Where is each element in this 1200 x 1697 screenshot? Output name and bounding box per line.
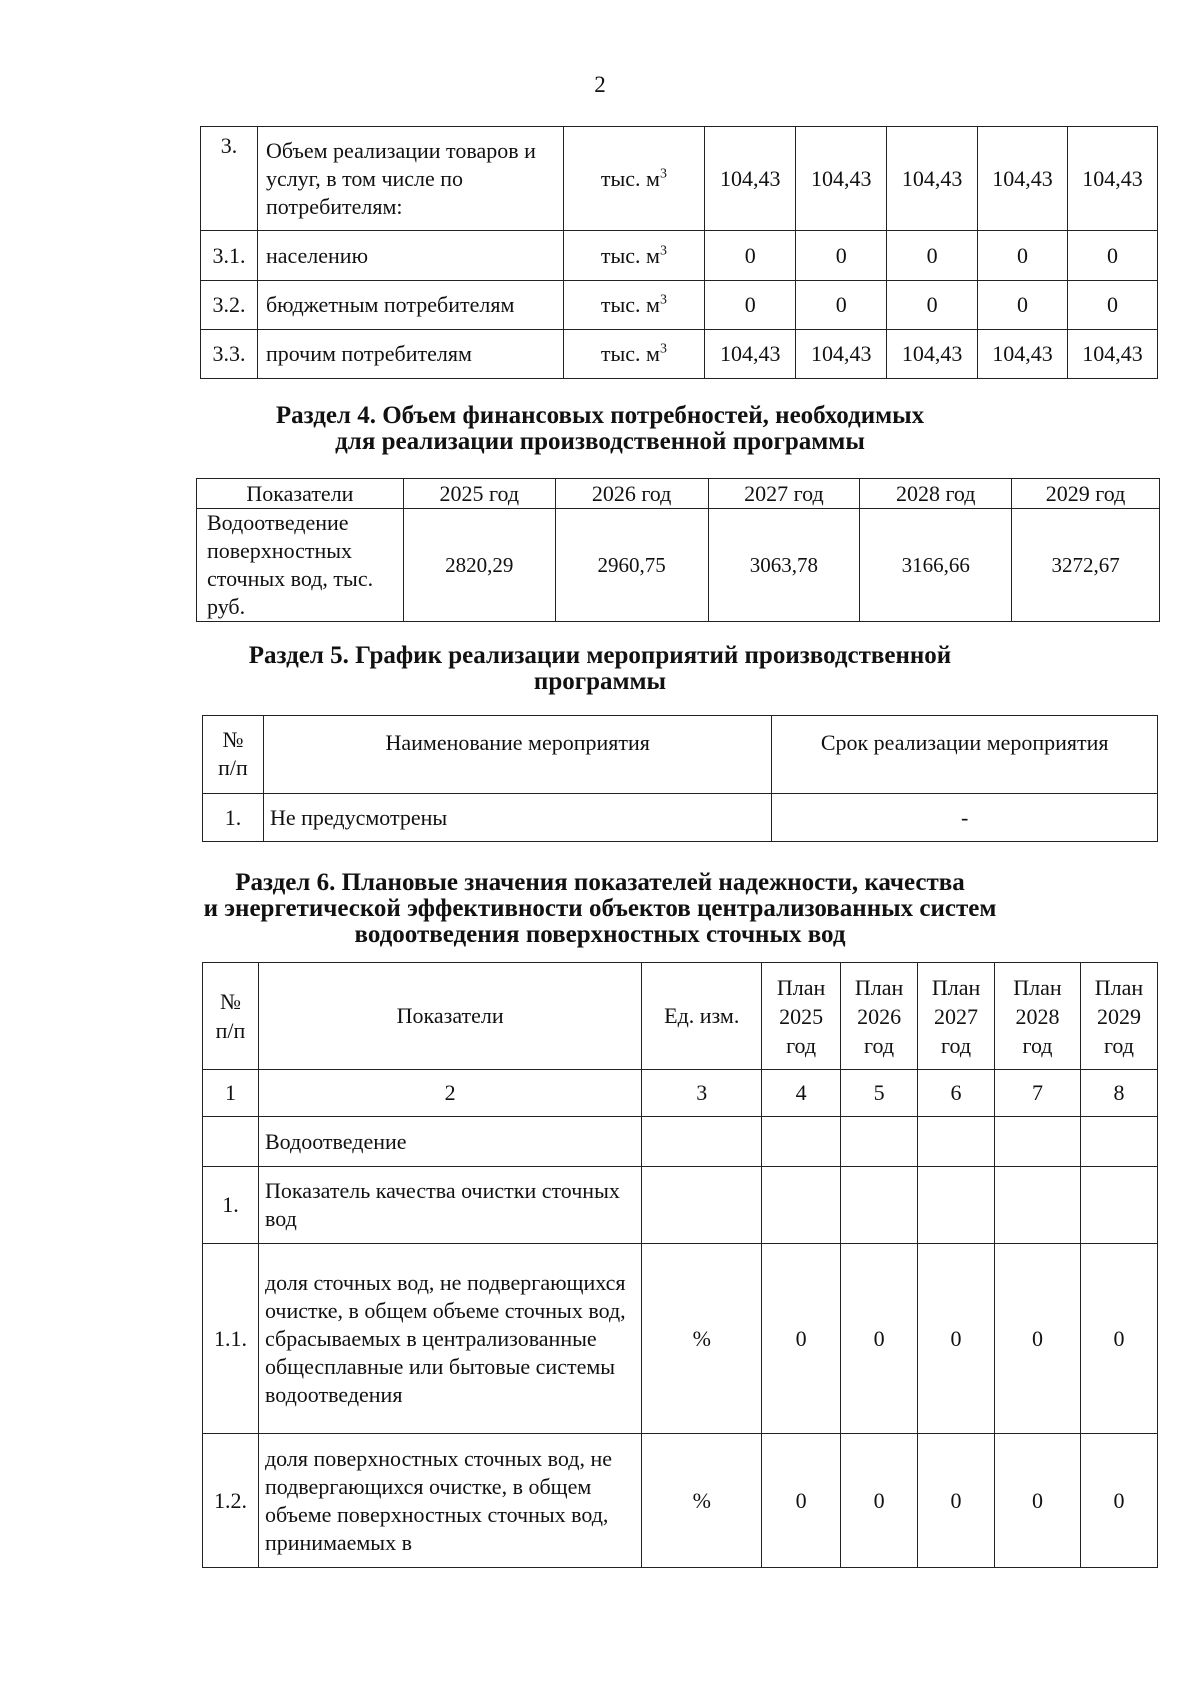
value-cell: 0 [978,281,1068,330]
page-number: 2 [594,72,606,97]
value-cell: 0 [918,1244,995,1434]
value-cell: 0 [841,1434,918,1568]
table-row [201,281,1158,330]
value-cell: 2960,75 [555,509,708,622]
row-number: 1. [203,794,264,842]
unit-cell: тыс. $м^3$ [563,330,705,379]
measures-schedule-table [202,715,1158,842]
row-number: 3. [201,127,258,231]
header-cell: Срок реализации мероприятия [772,716,1158,794]
table-row [203,1167,1158,1244]
table-header-row [203,716,1158,794]
value-cell: 0 [887,281,978,330]
measure-term: - [772,794,1158,842]
value-cell [841,1117,918,1167]
table-row [203,1434,1158,1568]
value-cell: 104,43 [978,127,1068,231]
value-cell: 3272,67 [1012,509,1160,622]
value-cell: 0 [841,1244,918,1434]
indicator-name: прочим потребителям [257,330,563,379]
section4-title-line2: для реализации производственной программы [335,428,865,455]
planned-indicators-table [202,962,1158,1568]
header-cell: План 2027 год [918,963,995,1070]
value-cell: 0 [978,231,1068,281]
value-cell [995,1167,1081,1244]
unit-cell [642,1117,762,1167]
indicator-name: Объем реализации товаров и услуг, в том числе по потребителям: [257,127,563,231]
unit-cell: тыс. $м^3$ [563,127,705,231]
value-cell [918,1117,995,1167]
table-row [201,330,1158,379]
header-cell: 2025 год [403,479,555,509]
value-cell: 0 [918,1434,995,1568]
table-row [203,1244,1158,1434]
value-cell: 104,43 [796,330,887,379]
row-number: 3.1. [201,231,258,281]
sales-volume-table [200,126,1158,379]
column-number: 5 [841,1070,918,1117]
header-cell: 2027 год [708,479,860,509]
value-cell: 104,43 [887,330,978,379]
indicator-name: бюджетным потребителям [257,281,563,330]
value-cell: 0 [705,231,796,281]
row-number: 1.2. [203,1434,259,1568]
section6-title-line3: водоотведения поверхностных сточных вод [354,921,846,948]
value-cell [762,1167,841,1244]
column-number: 8 [1080,1070,1157,1117]
table-header-row [203,963,1158,1070]
value-cell: 0 [1080,1434,1157,1568]
section6-title [0,870,1200,948]
row-number: 1. [203,1167,259,1244]
value-cell: 3063,78 [708,509,860,622]
indicator-name: Водоотведение поверхностных сточных вод, тыс. руб. [197,509,404,622]
table-header-row [197,479,1160,509]
section4-title-line1: Раздел 4. Объем финансовых потребностей, необходимых [275,402,925,429]
header-cell: 2026 год [555,479,708,509]
column-number: 1 [203,1070,259,1117]
table-row [201,127,1158,231]
value-cell: 0 [1080,1244,1157,1434]
header-cell: № п/п [203,716,264,794]
column-number: 3 [642,1070,762,1117]
value-cell: 2820,29 [403,509,555,622]
value-cell: 3166,66 [860,509,1012,622]
column-numbers-row [203,1070,1158,1117]
section5-title [0,643,1200,695]
value-cell [1080,1167,1157,1244]
section5-title-line2: программы [533,668,667,695]
value-cell [918,1167,995,1244]
header-cell: Показатели [258,963,641,1070]
value-cell: 104,43 [1068,127,1158,231]
value-cell: 104,43 [705,127,796,231]
table-row [201,231,1158,281]
header-cell: План 2025 год [762,963,841,1070]
value-cell: 104,43 [705,330,796,379]
indicator-name: Водоотведение [258,1117,641,1167]
row-number: 3.3. [201,330,258,379]
value-cell: 0 [705,281,796,330]
value-cell [762,1117,841,1167]
measure-name: Не предусмотрены [263,794,771,842]
header-cell: Наименование мероприятия [263,716,771,794]
column-number: 7 [995,1070,1081,1117]
section5-title-line1: Раздел 5. График реализации мероприятий производственной [248,642,952,669]
value-cell: 0 [796,281,887,330]
unit-cell: тыс. $м^3$ [563,231,705,281]
header-cell: План 2028 год [995,963,1081,1070]
value-cell: 0 [1068,281,1158,330]
indicator-name: Показатель качества очистки сточных вод [258,1167,641,1244]
section6-title-line1: Раздел 6. Плановые значения показателей надежности, качества [235,869,965,896]
unit-cell: % [642,1434,762,1568]
row-number [203,1117,259,1167]
unit-cell: тыс. $м^3$ [563,281,705,330]
table-row [203,794,1158,842]
value-cell: 104,43 [796,127,887,231]
unit-cell: % [642,1244,762,1434]
value-cell: 0 [1068,231,1158,281]
header-cell: План 2029 год [1080,963,1157,1070]
header-cell: Ед. изм. [642,963,762,1070]
row-number: 3.2. [201,281,258,330]
value-cell [841,1167,918,1244]
column-number: 2 [258,1070,641,1117]
value-cell: 0 [995,1244,1081,1434]
header-cell: № п/п [203,963,259,1070]
financial-needs-table [196,478,1160,622]
value-cell: 0 [762,1244,841,1434]
table-row [197,509,1160,622]
header-cell: 2029 год [1012,479,1160,509]
value-cell [1080,1117,1157,1167]
value-cell: 104,43 [978,330,1068,379]
value-cell: 0 [995,1434,1081,1568]
section4-title [0,403,1200,455]
header-cell: Показатели [197,479,404,509]
indicator-name: доля поверхностных сточных вод, не подвергающихся очистке, в общем объеме поверхностных сточных вод, принимаемых в [258,1434,641,1568]
indicator-name: населению [257,231,563,281]
value-cell [995,1117,1081,1167]
section6-title-line2: и энергетической эффективности объектов централизованных систем [203,895,997,922]
value-cell: 0 [887,231,978,281]
header-cell: 2028 год [860,479,1012,509]
value-cell: 0 [796,231,887,281]
unit-cell [642,1167,762,1244]
column-number: 4 [762,1070,841,1117]
header-cell: План 2026 год [841,963,918,1070]
value-cell: 0 [762,1434,841,1568]
table-row [203,1117,1158,1167]
row-number: 1.1. [203,1244,259,1434]
value-cell: 104,43 [1068,330,1158,379]
column-number: 6 [918,1070,995,1117]
value-cell: 104,43 [887,127,978,231]
indicator-name: доля сточных вод, не подвергающихся очистке, в общем объеме сточных вод, сбрасываемых в централизованные общесплавные или бытовые системы водоотведения [258,1244,641,1434]
